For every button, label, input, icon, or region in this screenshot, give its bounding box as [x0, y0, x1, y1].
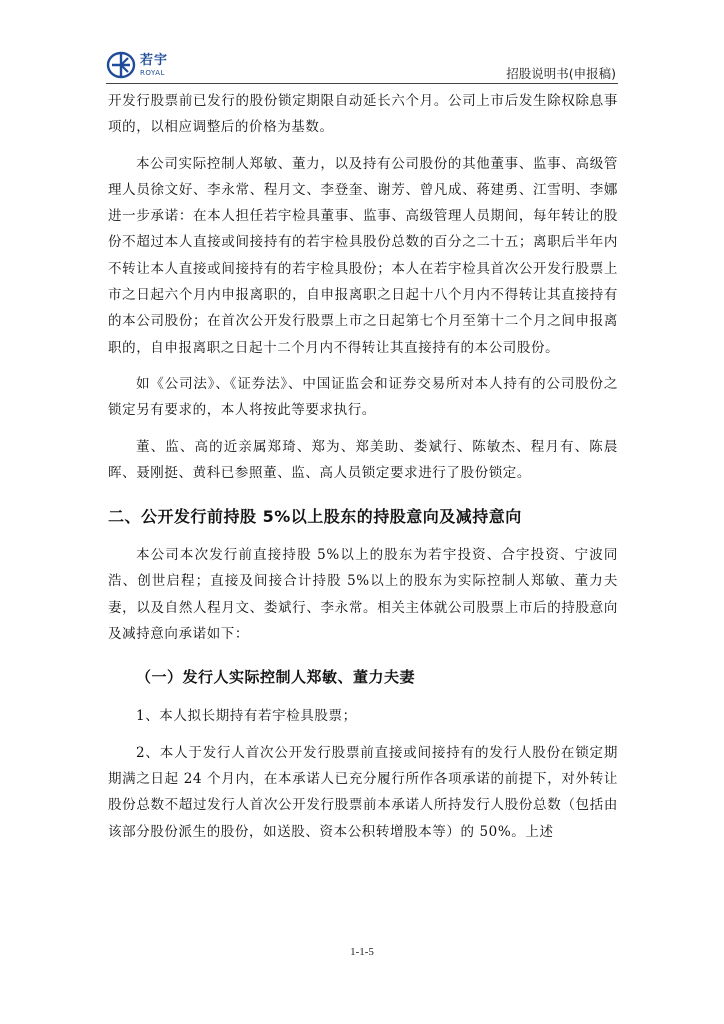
section-heading: 二、公开发行前持股 5%以上股东的持股意向及减持意向	[108, 507, 522, 527]
paragraph-4: 董、监、高的近亲属郑琦、郑为、郑美助、娄斌行、陈敏杰、程月有、陈晨晖、聂刚挺、黄科已参照董、监、高人员锁定要求进行了股份锁定。	[108, 438, 618, 481]
paragraph-6: 1、本人拟长期持有若宇检具股票；	[136, 708, 357, 725]
logo-english-text: ROYAL	[140, 68, 165, 77]
royal-logo-icon	[106, 50, 136, 80]
page-number: 1-1-5	[350, 946, 374, 958]
paragraph-1: 开发行股票前已发行的股份锁定期限自动延长六个月。公司上市后发生除权除息事项的，以相应调整后的价格为基数。	[108, 93, 618, 136]
subsection-heading: （一）发行人实际控制人郑敏、董力夫妻	[136, 668, 416, 687]
paragraph-3: 如《公司法》、《证券法》、中国证监会和证券交易所对本人持有的公司股份之锁定另有要求的，本人将按此等要求执行。	[108, 375, 618, 419]
paragraph-7: 2、本人于发行人首次公开发行股票前直接或间接持有的发行人股份在锁定期期满之日起 24 个月内，在本承诺人已充分履行所作各项承诺的前提下，对外转让股份总数不超过发行人首次公开发行股票前本承诺人所持发行人股份总数（包括由该部分股份派生的股份，如送股、资本公积转增股本等）的 50%。上述	[108, 744, 618, 840]
paragraph-5: 本公司本次发行前直接持股 5%以上的股东为若宇投资、合宇投资、宁波同浩、创世启程；直接及间接合计持股 5%以上的股东为实际控制人郑敏、董力夫妻，以及自然人程月文、娄斌行、李永常。相关主体就公司股票上市后的持股意向及减持意向承诺如下：	[108, 547, 618, 643]
document-title: 招股说明书(申报稿)	[506, 66, 616, 81]
company-logo	[106, 50, 168, 80]
page-header	[106, 44, 618, 84]
logo-chinese-text: 若宇	[140, 52, 169, 68]
header-divider	[106, 83, 618, 84]
document-body	[108, 88, 618, 845]
paragraph-2: 本公司实际控制人郑敏、董力，以及持有公司股份的其他董事、监事、高级管理人员徐文好、李永常、程月文、李登奎、谢芳、曾凡成、蒋建勇、江雪明、李娜进一步承诺：在本人担任若宇检具董事、监事、高级管理人员期间，每年转让的股份不超过本人直接或间接持有的若宇检具股份总数的百分之二十五；离职后半年内不转让本人直接或间接持有的若宇检具股份；本人在若宇检具首次公开发行股票上市之日起六个月内申报离职的，自申报离职之日起十八个月内不得转让其直接持有的本公司股份；在首次公开发行股票上市之日起第七个月至第十二个月之间申报离职的，自申报离职之日起十二个月内不得转让其直接持有的本公司股份。	[108, 155, 618, 356]
